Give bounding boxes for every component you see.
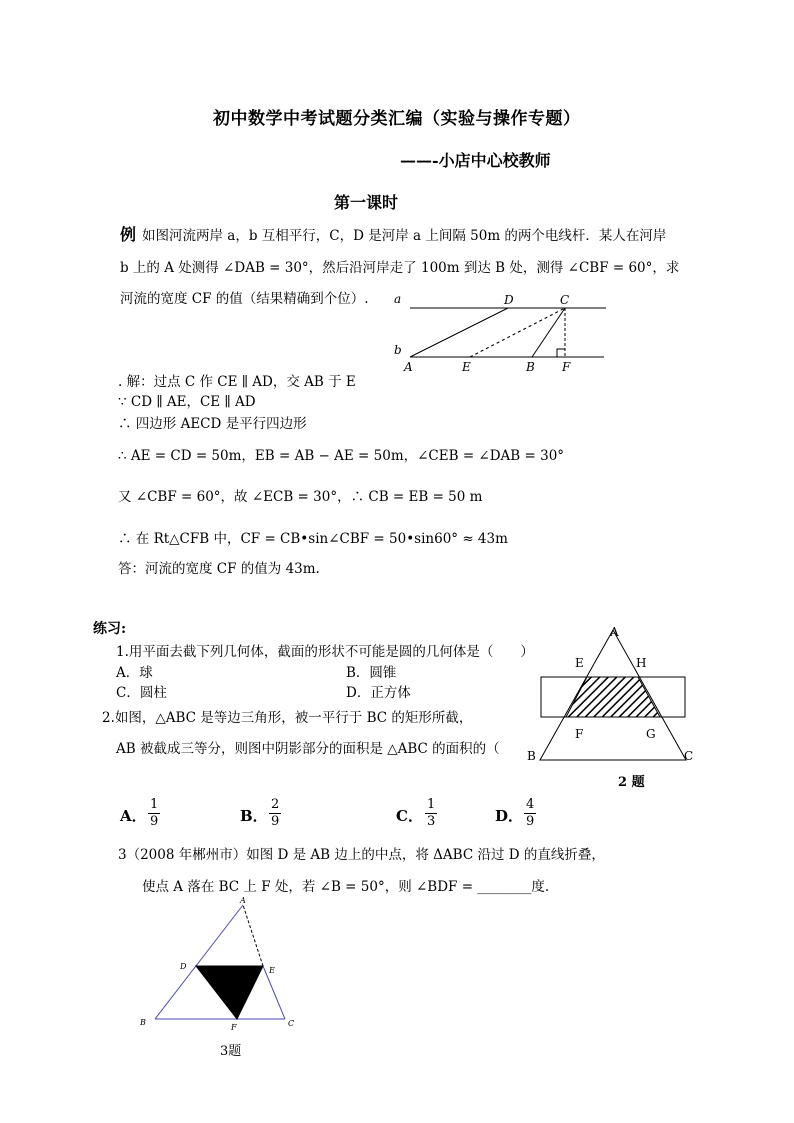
river-figure (390, 290, 610, 378)
label-b: b (394, 343, 402, 357)
q3-label-A: A (240, 896, 246, 905)
q2-option-a-num: 1 (150, 797, 159, 812)
segment-ad (410, 308, 508, 357)
q3-stem-line-1: 3（2008 年郴州市）如图 D 是 AB 边上的中点，将 ΔABC 沿过 D 的直线折叠， (118, 847, 605, 863)
q2-option-a-den: 9 (150, 814, 159, 829)
label-C: C (560, 293, 570, 307)
page-subtitle: ——-小店中心校教师 (400, 151, 551, 170)
solution-line-2: ∵ CD ∥ AE，CE ∥ AD (118, 394, 256, 410)
q3-label-F: F (231, 1023, 237, 1032)
solution-line-4: ∴ AE = CD = 50m，EB = AB − AE = 50m，∠CEB = ∠DAB = 30° (118, 448, 565, 464)
q2-option-b-den: 9 (271, 814, 280, 829)
solution-line-3: ∴ 四边形 AECD 是平行四边形 (118, 416, 307, 432)
q3-label-C: C (288, 1019, 295, 1028)
label-E: E (462, 360, 471, 374)
q3-label-D: D (180, 962, 187, 971)
q3-folded-triangle (196, 966, 263, 1019)
solution-line-5: 又 ∠CBF = 60°，故 ∠ECB = 30°，∴ CB = EB = 50 m (118, 489, 483, 505)
lesson-title: 第一课时 (334, 193, 399, 212)
q2-option-b-num: 2 (271, 797, 280, 812)
q2-option-a-label: A． (120, 807, 147, 825)
solution-line-1: . 解：过点 C 作 CE ∥ AD，交 AB 于 E (118, 374, 356, 390)
q2-stem-line-2: AB 被截成三等分，则图中阴影部分的面积是 △ABC 的面积的（ (116, 741, 500, 757)
q2-label-G: G (646, 727, 656, 741)
q1-option-a: A．球 (116, 665, 153, 681)
q2-option-c-label: C． (396, 807, 423, 825)
label-F: F (562, 360, 571, 374)
q1-option-c: C．圆柱 (116, 685, 167, 701)
q3-label-B: B (140, 1018, 146, 1027)
q3-figure (135, 895, 310, 1035)
q2-figure (520, 620, 700, 768)
q2-option-c-den: 3 (427, 814, 436, 829)
q2-label-C: C (684, 749, 694, 763)
q2-stem-line-1: 2.如图，△ABC 是等边三角形，被一平行于 BC 的矩形所截， (102, 710, 473, 726)
q1-option-b: B．圆锥 (346, 665, 397, 681)
q2-label-F: F (575, 727, 584, 741)
q2-label-H: H (636, 656, 647, 670)
solution-line-6: ∴ 在 Rt△CFB 中，CF = CB•sin∠CBF = 50•sin60° ≈ 43m (118, 531, 508, 547)
page-title: 初中数学中考试题分类汇编（实验与操作专题） (213, 109, 581, 129)
q3-side-ea-dashed (243, 905, 263, 966)
q3-caption: 3题 (220, 1044, 242, 1059)
q2-option-d-den: 9 (526, 814, 535, 829)
q2-option-b-label: B． (240, 807, 268, 825)
segment-ce-dashed (470, 308, 565, 357)
solution-answer: 答：河流的宽度 CF 的值为 43m. (118, 561, 320, 577)
q1-option-d: D．正方体 (346, 685, 411, 701)
label-A: A (404, 360, 413, 374)
example-line-1 (120, 222, 666, 245)
q2-caption: 2 题 (618, 775, 645, 790)
q2-option-d-label: D． (495, 807, 524, 825)
label-a: a (394, 292, 402, 306)
practice-heading: 练习: (93, 621, 127, 637)
q2-option-c-num: 1 (427, 797, 436, 812)
example-text-1: 如图河流两岸 a，b 互相平行，C，D 是河岸 a 上间隔 50m 的两个电线杆．某人在河岸 (142, 228, 667, 244)
q2-option-a-fraction (148, 797, 160, 830)
q2-label-E: E (575, 656, 584, 670)
q2-label-A: A (610, 625, 619, 639)
label-D: D (504, 293, 514, 307)
q3-label-E: E (269, 966, 275, 975)
q1-stem: 1.用平面去截下列几何体，截面的形状不可能是圆的几何体是（ ） (116, 644, 534, 660)
q2-option-b-fraction (269, 797, 281, 830)
segment-bc (532, 308, 565, 357)
q2-option-d-fraction (524, 797, 536, 830)
q2-option-c-fraction (425, 797, 437, 830)
q2-option-d-num: 4 (526, 797, 535, 812)
example-label: 例 (120, 225, 137, 244)
label-B: B (526, 360, 535, 374)
example-line-2: b 上的 A 处测得 ∠DAB = 30°，然后沿河岸走了 100m 到达 B 处，测得 ∠CBF = 60°，求 (120, 260, 680, 276)
q3-stem-line-2: 使点 A 落在 BC 上 F 处，若 ∠B = 50°，则 ∠BDF = ________度. (142, 879, 550, 895)
example-line-3: 河流的宽度 CF 的值（结果精确到个位）. (120, 291, 369, 307)
right-angle-mark (557, 349, 565, 357)
q2-label-B: B (527, 749, 536, 763)
